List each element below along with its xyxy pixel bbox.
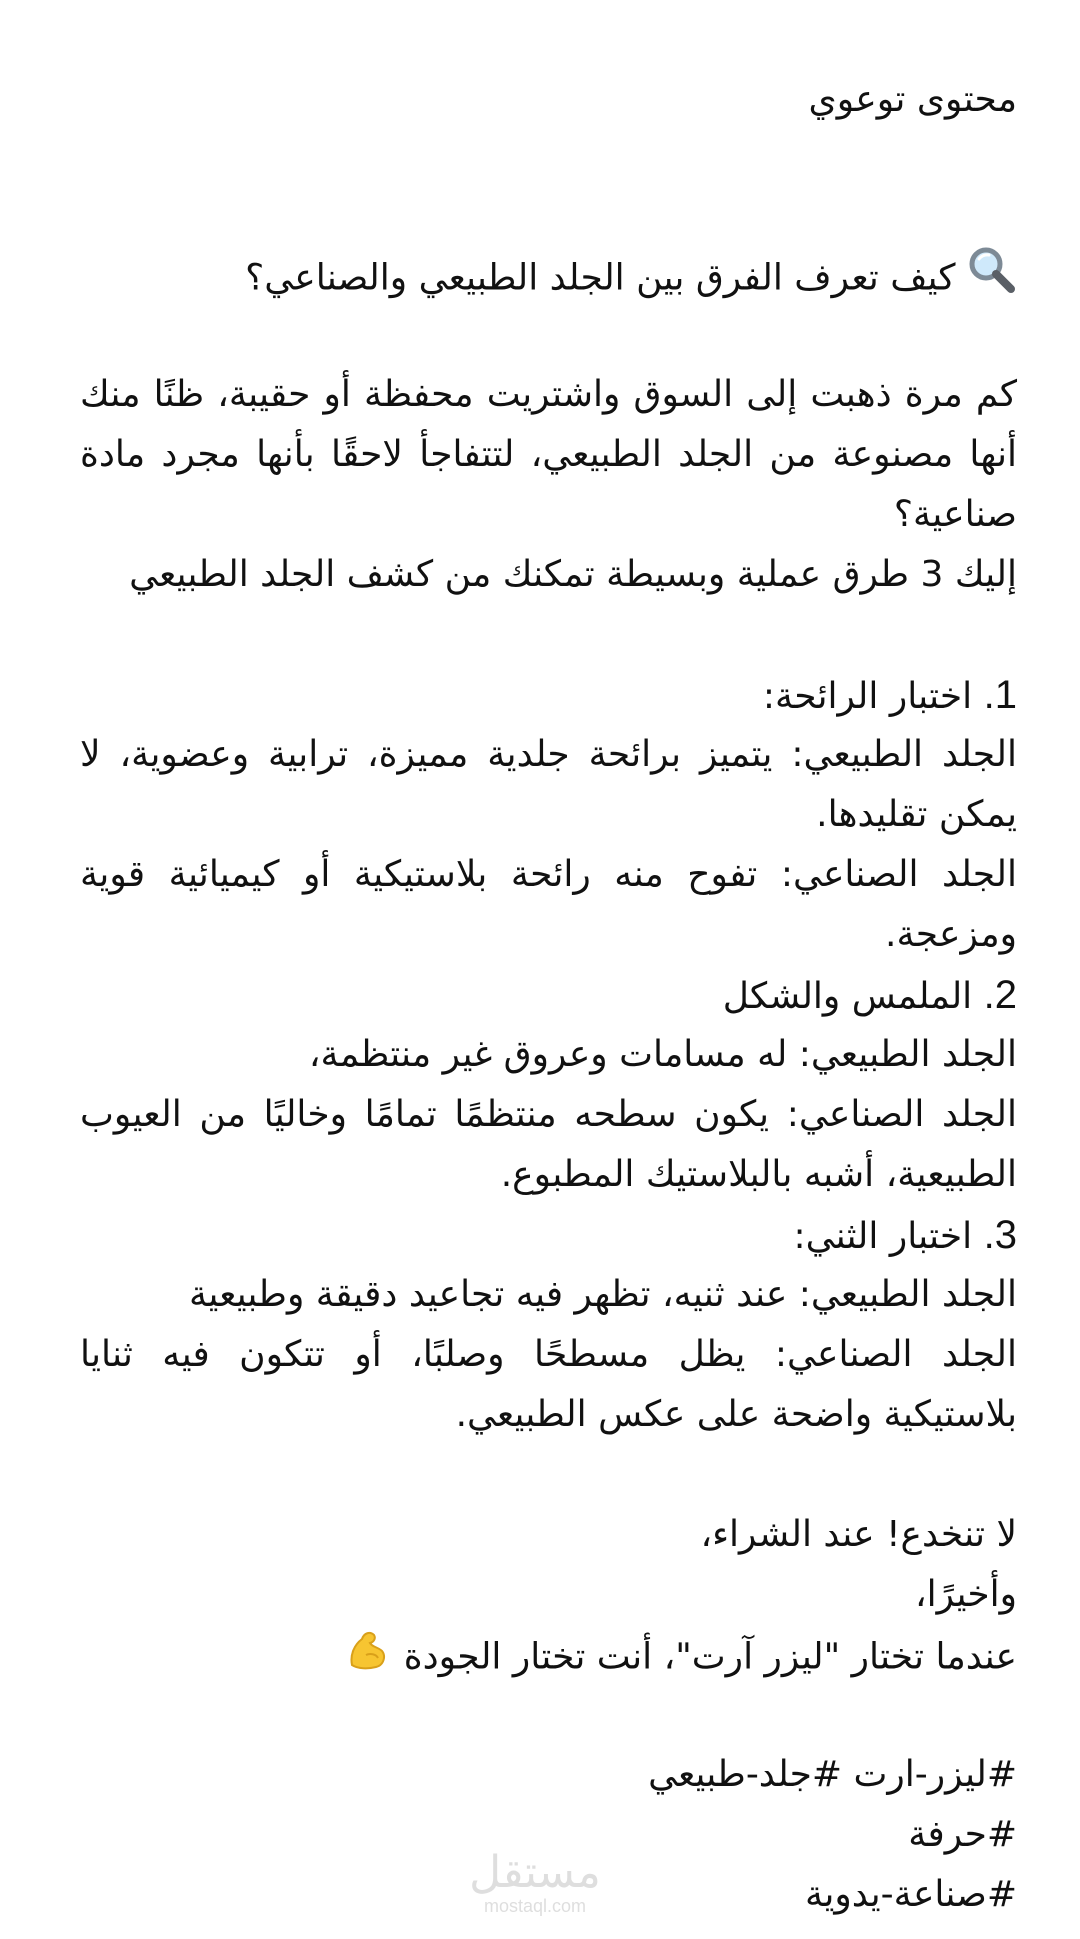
- section-3-heading: [80, 1205, 1017, 1267]
- headline-row: [80, 245, 1017, 314]
- intro-paragraph: كم مرة ذهبت إلى السوق واشتريت محفظة أو حقيبة، ظنًا منك أنها مصنوعة من الجلد الطبيعي، لتتفاجأ لاحقًا بأنها مجرد مادة صناعية؟: [80, 374, 1017, 535]
- mostaql-watermark: [460, 1847, 610, 1930]
- watermark-brand: مستقل: [469, 1847, 601, 1898]
- headline: كيف تعرف الفرق بين الجلد الطبيعي والصناعي؟: [245, 257, 956, 299]
- watermark-domain: mostaql.com: [483, 1896, 587, 1916]
- section-2-number: 2.: [983, 973, 1017, 1017]
- section-1-title: اختبار الرائحة:: [762, 676, 973, 717]
- section-1-heading: [80, 665, 1017, 727]
- section-3-number: 3.: [983, 1213, 1017, 1257]
- section-1-natural: الجلد الطبيعي: يتميز برائحة جلدية مميزة، ترابية وعضوية، لا يمكن تقليدها.: [80, 734, 1017, 835]
- closing-line-2: وأخيرًا،: [915, 1574, 1017, 1615]
- section-1-synthetic: الجلد الصناعي: تفوح منه رائحة بلاستيكية أو كيميائية قوية ومزعجة.: [80, 854, 1017, 955]
- section-2-synthetic: الجلد الصناعي: يكون سطحه منتظمًا تمامًا وخاليًا من العيوب الطبيعية، أشبه بالبلاستيك المطبوع.: [80, 1094, 1017, 1195]
- section-1-number: 1.: [983, 673, 1017, 717]
- flexed-biceps-icon: [344, 1625, 392, 1692]
- closing-line-3-row: [80, 1625, 1017, 1692]
- section-3-synthetic: الجلد الصناعي: يظل مسطحًا وصلبًا، أو تتكون فيه ثنايا بلاستيكية واضحة على عكس الطبيعي.: [80, 1334, 1017, 1435]
- section-2-heading: [80, 965, 1017, 1027]
- hashtag-line-2[interactable]: #حرفة: [908, 1814, 1017, 1855]
- hashtag-line-1[interactable]: #ليزر-ارت #جلد-طبيعي: [648, 1754, 1017, 1795]
- magnifier-icon: [967, 245, 1017, 314]
- hashtag-line-3[interactable]: #صناعة-يدوية: [805, 1874, 1017, 1915]
- section-2-title: الملمس والشكل: [722, 976, 973, 1017]
- section-3-title: اختبار الثني:: [793, 1216, 973, 1257]
- closing-line-3: عندما تختار "ليزر آرت"، أنت تختار الجودة: [403, 1636, 1017, 1678]
- section-3-natural: الجلد الطبيعي: عند ثنيه، تظهر فيه تجاعيد دقيقة وطبيعية: [189, 1274, 1017, 1315]
- intro-lead: إليك 3 طرق عملية وبسيطة تمكنك من كشف الجلد الطبيعي: [129, 554, 1017, 595]
- closing-line-1: لا تنخدع! عند الشراء،: [700, 1514, 1017, 1555]
- post-label: محتوى توعوي: [808, 79, 1017, 120]
- section-2-natural: الجلد الطبيعي: له مسامات وعروق غير منتظمة،: [308, 1034, 1017, 1075]
